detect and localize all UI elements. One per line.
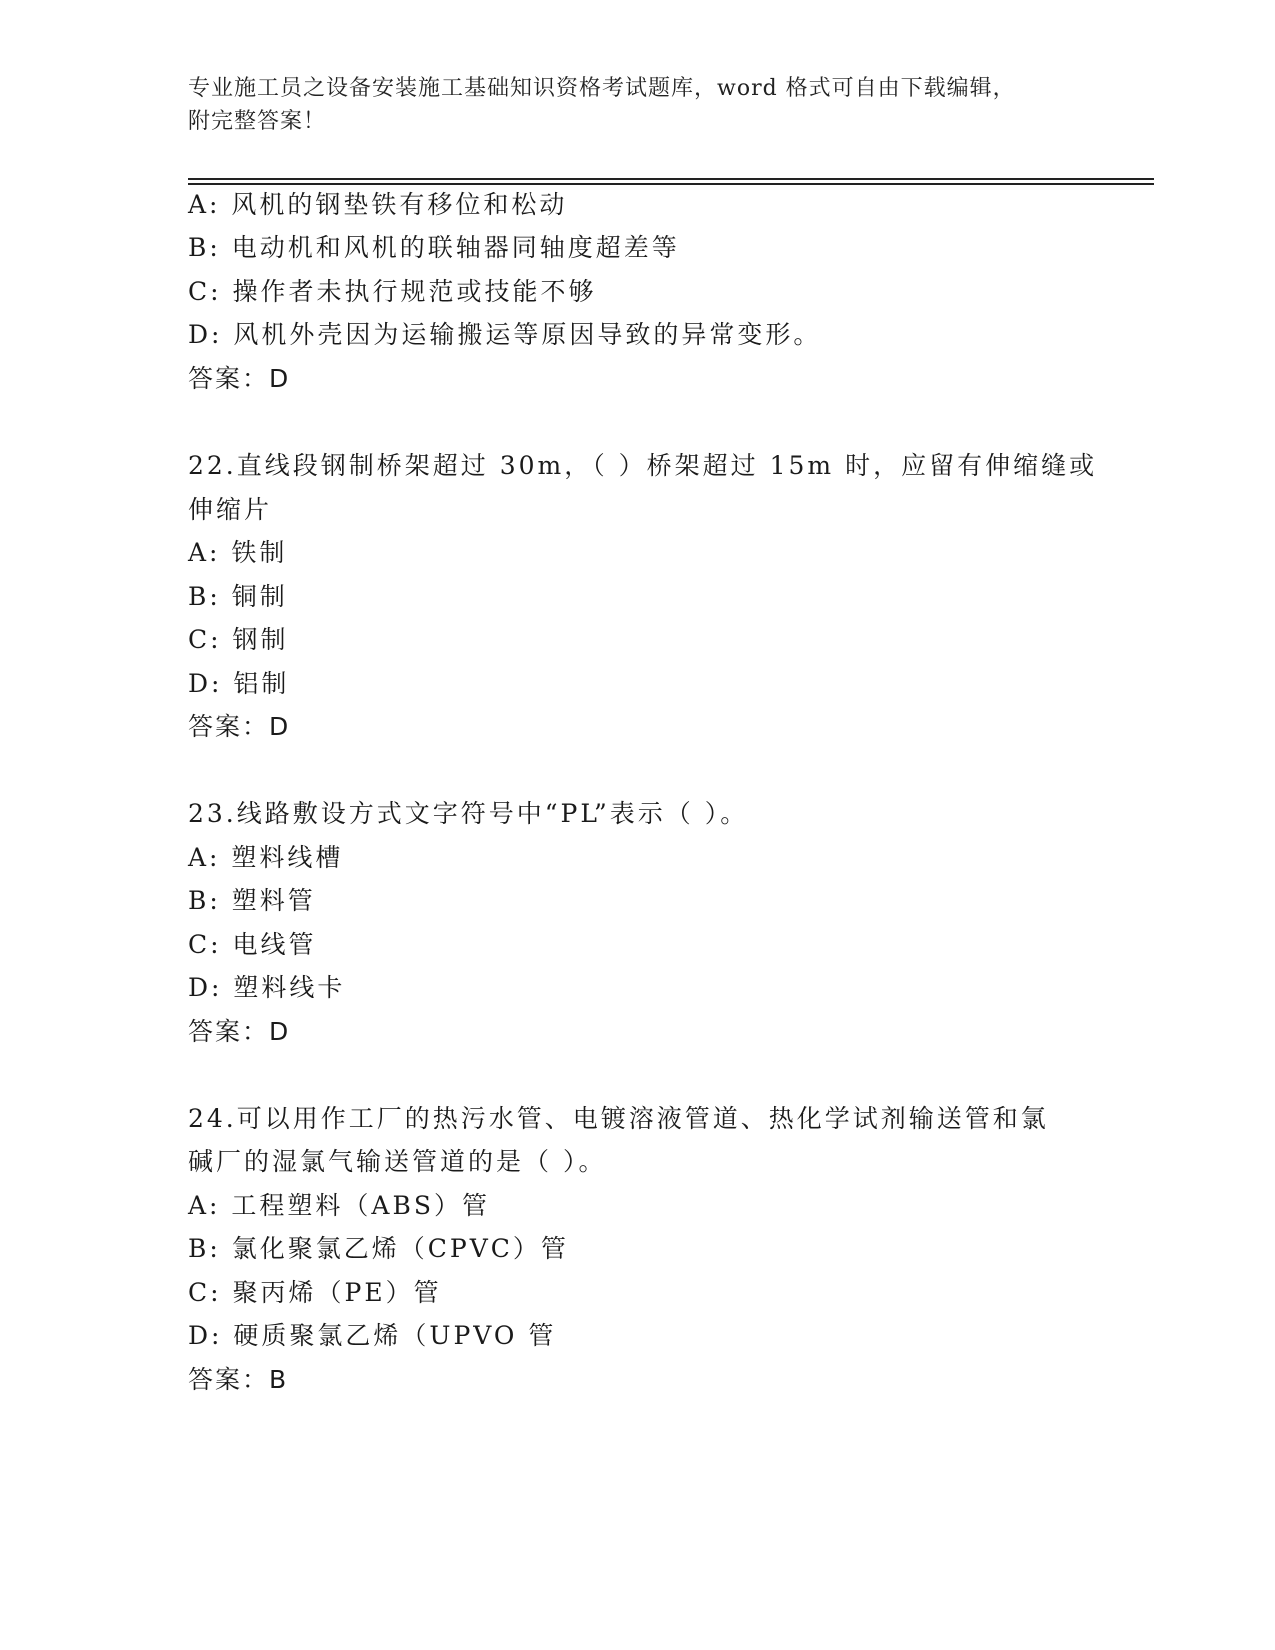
document-header (188, 72, 1088, 138)
q22-option-a: A: 铁制 (188, 538, 288, 567)
q22-option-d: D: 铝制 (188, 669, 290, 698)
header-line-2: 附完整答案！ (188, 109, 327, 134)
header-divider-bottom (188, 183, 1154, 185)
q23-option-b: B: 塑料管 (188, 886, 316, 915)
q23-option-a: A: 塑料线槽 (188, 843, 344, 872)
q24-question-line-1: 24.可以用作工厂的热污水管、电镀溶液管道、热化学试剂输送管和氯 (188, 1104, 1049, 1133)
q22-answer: 答案：D (188, 712, 291, 741)
q24-question-line-2: 碱厂的湿氯气输送管道的是（ ）。 (188, 1147, 607, 1176)
q21-answer: 答案：D (188, 364, 291, 393)
q23-answer: 答案：D (188, 1017, 291, 1046)
q21-option-c: C: 操作者未执行规范或技能不够 (188, 277, 597, 306)
q24-option-a: A: 工程塑料（ABS）管 (188, 1191, 490, 1220)
q22-question-line-1: 22.直线段钢制桥架超过 30m，（ ）桥架超过 15m 时，应留有伸缩缝或 (188, 451, 1098, 480)
header-divider-top (188, 178, 1154, 180)
q24-answer: 答案：B (188, 1365, 289, 1394)
q22-question-line-2: 伸缩片 (188, 495, 273, 524)
q22-option-c: C: 钢制 (188, 625, 289, 654)
q21-option-b: B: 电动机和风机的联轴器同轴度超差等 (188, 233, 680, 262)
q21-option-a: A: 风机的钢垫铁有移位和松动 (188, 190, 568, 219)
q22-option-b: B: 铜制 (188, 582, 288, 611)
q23-option-c: C: 电线管 (188, 930, 317, 959)
q23-question-line-1: 23.线路敷设方式文字符号中“PL”表示（ ）。 (188, 799, 749, 828)
q23-option-d: D: 塑料线卡 (188, 973, 346, 1002)
q24-option-c: C: 聚丙烯（PE）管 (188, 1278, 442, 1307)
q24-option-b: B: 氯化聚氯乙烯（CPVC）管 (188, 1234, 569, 1263)
header-line-1: 专业施工员之设备安装施工基础知识资格考试题库，word 格式可自由下载编辑， (188, 76, 1016, 101)
q21-option-d: D: 风机外壳因为运输搬运等原因导致的异常变形。 (188, 320, 822, 349)
q24-option-d: D: 硬质聚氯乙烯（UPVO 管 (188, 1321, 557, 1350)
